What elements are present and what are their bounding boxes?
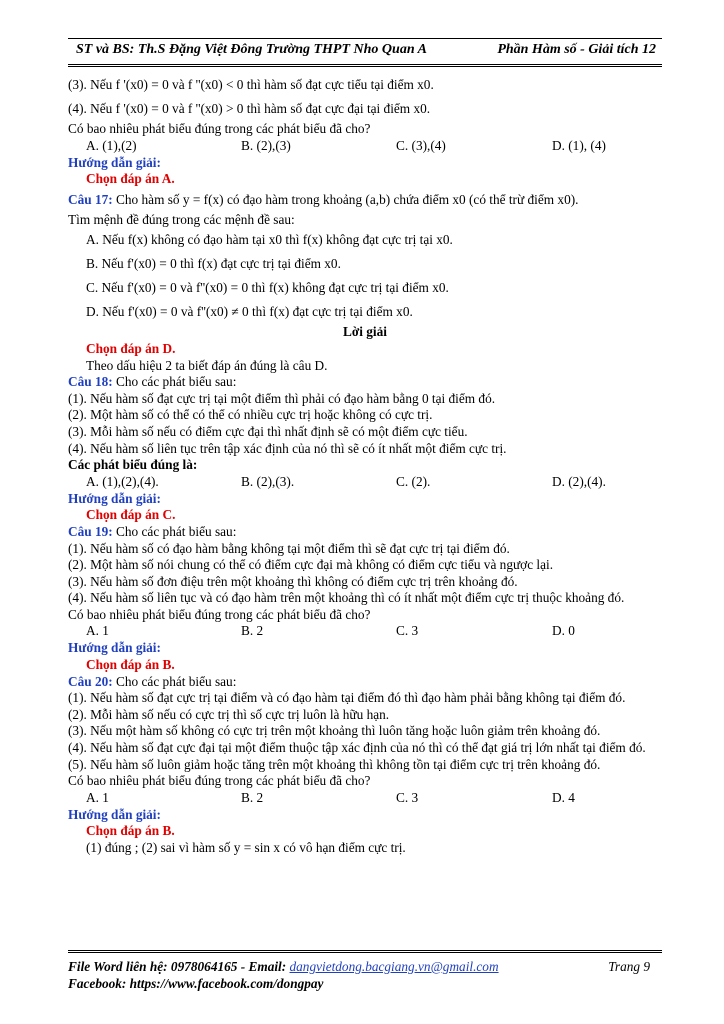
q17-ask: Tìm mệnh đề đúng trong các mệnh đề sau: (68, 211, 295, 227)
q20-option-a: A. 1 (86, 789, 109, 805)
q20-statement-5: (5). Nếu hàm số luôn giảm hoặc tăng trên một khoảng thì không tồn tại điểm cực trị trên khoảng đó. (68, 756, 601, 772)
q20-guide: Hướng dẫn giải: (68, 806, 161, 822)
q20-statement-1: (1). Nếu hàm số đạt cực trị tại điểm và có đạo hàm tại điểm đó thì đạo hàm phải bằng không tại điểm đó. (68, 690, 626, 706)
q20-statement-4: (4). Nếu hàm số đạt cực đại tại một điểm thuộc tập xác định của nó thì có thể đạt giá trị lớn nhất tại điểm đó. (68, 740, 646, 756)
q19-option-c: C. 3 (396, 623, 419, 639)
q19-stem-text: Cho các phát biểu sau: (116, 523, 237, 539)
footer-contact: File Word liên hệ: 0978064165 - Email: (68, 959, 287, 974)
q18-ask: Các phát biểu đúng là: (68, 457, 198, 473)
option-b: B. (2),(3) (241, 137, 291, 153)
q20-stem-text: Cho các phát biểu sau: (116, 673, 237, 689)
q18-statement-1: (1). Nếu hàm số đạt cực trị tại một điểm thì phải có đạo hàm bằng 0 tại điểm đó. (68, 390, 496, 406)
footer-email-link[interactable]: dangvietdong.bacgiang.vn@gmail.com (289, 959, 499, 974)
page-footer (68, 958, 662, 992)
q17-solution-title: Lời giải (343, 324, 387, 340)
q18-option-a: A. (1),(2),(4). (86, 473, 159, 489)
page-content (68, 73, 662, 857)
guide-heading: Hướng dẫn giải: (68, 154, 161, 170)
q17-explain: Theo dấu hiệu 2 ta biết đáp án đúng là câu D. (86, 357, 328, 373)
q19-answer: Chọn đáp án B. (86, 657, 175, 673)
q20-question: Có bao nhiêu phát biểu đúng trong các phát biểu đã cho? (68, 773, 371, 789)
q17-label: Câu 17: (68, 191, 113, 207)
q19-statement-1: (1). Nếu hàm số có đạo hàm bằng không tại một điểm thì sẽ đạt cực trị tại điểm đó. (68, 540, 510, 556)
q20-option-c: C. 3 (396, 789, 419, 805)
q18-statement-3: (3). Mỗi hàm số nếu có điểm cực đại thì nhất định sẽ có một điểm cực tiểu. (68, 423, 468, 439)
statement-3: (3). Nếu f '(x0) = 0 và f ''(x0) < 0 thì hàm số đạt cực tiểu tại điểm x0. (68, 77, 434, 92)
q19-option-a: A. 1 (86, 623, 109, 639)
q20-option-b: B. 2 (241, 789, 264, 805)
option-a: A. (1),(2) (86, 137, 137, 153)
q17-option-a: A. Nếu f(x) không có đạo hàm tại x0 thì f(x) không đạt cực trị tại x0. (86, 232, 453, 248)
q18-option-d: D. (2),(4). (552, 473, 606, 489)
q18-stem (68, 374, 662, 391)
q20-stem (68, 674, 662, 691)
q20-answer: Chọn đáp án B. (86, 823, 175, 839)
footer-rule (68, 950, 662, 953)
header-left: ST và BS: Th.S Đặng Việt Đông Trường THPT Nho Quan A (76, 42, 427, 57)
page-number: Trang 9 (608, 959, 650, 974)
q20-statement-3: (3). Nếu một hàm số không có cực trị trên một khoảng thì luôn tăng hoặc luôn giảm trên khoảng đó. (68, 723, 601, 739)
q18-stem-text: Cho các phát biểu sau: (116, 374, 237, 390)
q19-question: Có bao nhiêu phát biểu đúng trong các phát biểu đã cho? (68, 606, 371, 622)
option-c: C. (3),(4) (396, 137, 446, 153)
option-d: D. (1), (4) (552, 137, 606, 153)
q18-option-c: C. (2). (396, 473, 431, 489)
header-top-rule (68, 38, 662, 39)
answer-line: Chọn đáp án A. (86, 171, 175, 187)
q20-explain: (1) đúng ; (2) sai vì hàm số y = sin x có vô hạn điểm cực trị. (86, 840, 406, 855)
q19-options-row (68, 623, 662, 640)
q18-statement-4: (4). Nếu hàm số liên tục trên tập xác định của nó thì sẽ có ít nhất một điểm cực trị. (68, 440, 507, 456)
q17-option-b: B. Nếu f'(x0) = 0 thì f(x) đạt cực trị tại điểm x0. (86, 256, 341, 272)
q20-statement-2: (2). Mỗi hàm số nếu có cực trị thì số cực trị luôn là hữu hạn. (68, 706, 390, 722)
q20-option-d: D. 4 (552, 789, 575, 805)
q19-guide: Hướng dẫn giải: (68, 640, 161, 656)
q19-option-b: B. 2 (241, 623, 264, 639)
q18-options-row (68, 474, 662, 491)
q20-label: Câu 20: (68, 673, 113, 689)
footer-line-1 (68, 958, 662, 975)
q17-answer: Chọn đáp án D. (86, 340, 176, 356)
options-row (68, 138, 662, 155)
q19-statement-2: (2). Một hàm số nói chung có thể có điểm cực đại mà không có điểm cực tiểu và ngược lại. (68, 557, 554, 573)
question-text: Có bao nhiêu phát biểu đúng trong các phát biểu đã cho? (68, 121, 371, 136)
header-right: Phần Hàm số - Giải tích 12 (497, 42, 656, 57)
q19-label: Câu 19: (68, 523, 113, 539)
q17-stem-text: Cho hàm số y = f(x) có đạo hàm trong khoảng (a,b) chứa điểm x0 (có thể trừ điểm x0). (116, 191, 579, 207)
q18-guide: Hướng dẫn giải: (68, 490, 161, 506)
q18-label: Câu 18: (68, 374, 113, 390)
q17-option-d: D. Nếu f'(x0) = 0 và f''(x0) ≠ 0 thì f(x) đạt cực trị tại điểm x0. (86, 304, 413, 320)
q20-options-row (68, 790, 662, 807)
q19-statement-3: (3). Nếu hàm số đơn điệu trên một khoảng thì không có điểm cực trị trên khoảng đó. (68, 573, 518, 589)
q19-stem (68, 524, 662, 541)
header-bottom-rule (68, 64, 662, 67)
footer-facebook[interactable]: Facebook: https://www.facebook.com/dongpay (68, 976, 324, 991)
q19-option-d: D. 0 (552, 623, 575, 639)
q18-answer: Chọn đáp án C. (86, 507, 176, 523)
q18-statement-2: (2). Một hàm số có thể có thể có nhiều cực trị hoặc không có cực trị. (68, 407, 433, 423)
q19-statement-4: (4). Nếu hàm số liên tục và có đạo hàm trên một khoảng thì có ít nhất một điểm cực trị thuộc khoảng đó. (68, 590, 625, 606)
q17-option-c: C. Nếu f'(x0) = 0 và f''(x0) = 0 thì f(x) không đạt cực trị tại điểm x0. (86, 280, 449, 296)
q17-stem (68, 188, 662, 212)
q18-option-b: B. (2),(3). (241, 473, 295, 489)
statement-4: (4). Nếu f '(x0) = 0 và f ''(x0) > 0 thì hàm số đạt cực đại tại điểm x0. (68, 101, 431, 116)
page-header (68, 40, 662, 64)
